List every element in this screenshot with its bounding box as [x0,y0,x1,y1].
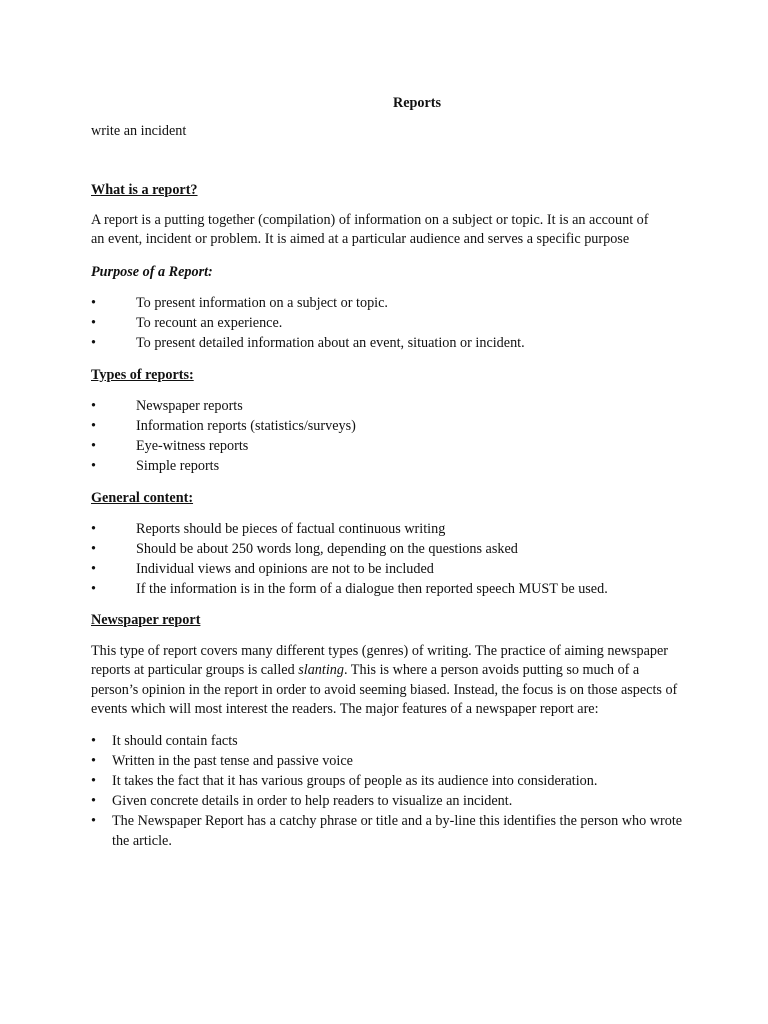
list-purpose [91,293,691,353]
bullet-icon: • [91,520,96,537]
bullet-icon: • [91,792,96,809]
list-item: • Eye-witness reports [91,437,249,454]
heading-purpose: Purpose of a Report: [91,263,213,280]
list-item: • Reports should be pieces of factual continuous writing [91,520,446,537]
list-item: • It takes the fact that it has various groups of people as its audience into consideration. [91,772,598,789]
list-item: • Written in the past tense and passive voice [91,752,353,769]
bullet-icon: • [91,732,96,749]
bullet-icon: • [91,294,96,311]
list-item: • Should be about 250 words long, depending on the questions asked [91,540,518,557]
bullet-icon: • [91,457,96,474]
emphasis-slanting: slanting [298,662,344,678]
bullet-icon: • [91,417,96,434]
paragraph-what-is-a-report: A report is a putting together (compilation) of information on a subject or topic. It is an account of an event, incident or problem. It is aimed at a particular audience and serves a specific purpose [91,211,649,247]
heading-general-content: General content: [91,489,194,506]
list-item: • To present detailed information about an event, situation or incident. [91,334,525,351]
list-item: • The Newspaper Report has a catchy phrase or title and a by-line this identifies the person who wrote the article. [91,812,683,849]
bullet-icon: • [91,397,96,414]
heading-what-is-a-report: What is a report? [91,181,198,198]
list-item: • Simple reports [91,457,220,474]
list-item: • Newspaper reports [91,397,243,414]
document-subtitle: write an incident [91,123,187,139]
list-general-content [91,519,691,599]
paragraph-newspaper-report: This type of report covers many different types (genres) of writing. The practice of aiming newspaper reports at particular groups is called slanting. This is where a person avoids putting so much of a person’s opinion in the report in order to avoid seeming biased. Instead, the focus is on those aspects of events which will most interest the readers. The major features of a newspaper report are: [91,642,678,717]
bullet-icon: • [91,314,96,331]
list-newspaper-features [91,731,691,851]
bullet-icon: • [91,334,96,351]
list-item: • It should contain facts [91,732,238,749]
list-item: • Individual views and opinions are not to be included [91,560,434,577]
list-item: • Given concrete details in order to help readers to visualize an incident. [91,792,513,809]
bullet-icon: • [91,580,96,597]
list-item: • Information reports (statistics/surveys) [91,417,356,434]
document-title: Reports [392,95,442,111]
list-item: • To recount an experience. [91,314,283,331]
list-types [91,396,691,476]
bullet-icon: • [91,437,96,454]
bullet-icon: • [91,560,96,577]
heading-types-of-reports: Types of reports: [91,366,194,383]
bullet-icon: • [91,752,96,769]
bullet-icon: • [91,772,96,789]
bullet-icon: • [91,540,96,557]
list-item: • To present information on a subject or topic. [91,294,388,311]
bullet-icon: • [91,812,96,829]
list-item: • If the information is in the form of a dialogue then reported speech MUST be used. [91,580,608,597]
heading-newspaper-report: Newspaper report [91,611,201,628]
document-page [91,94,691,851]
